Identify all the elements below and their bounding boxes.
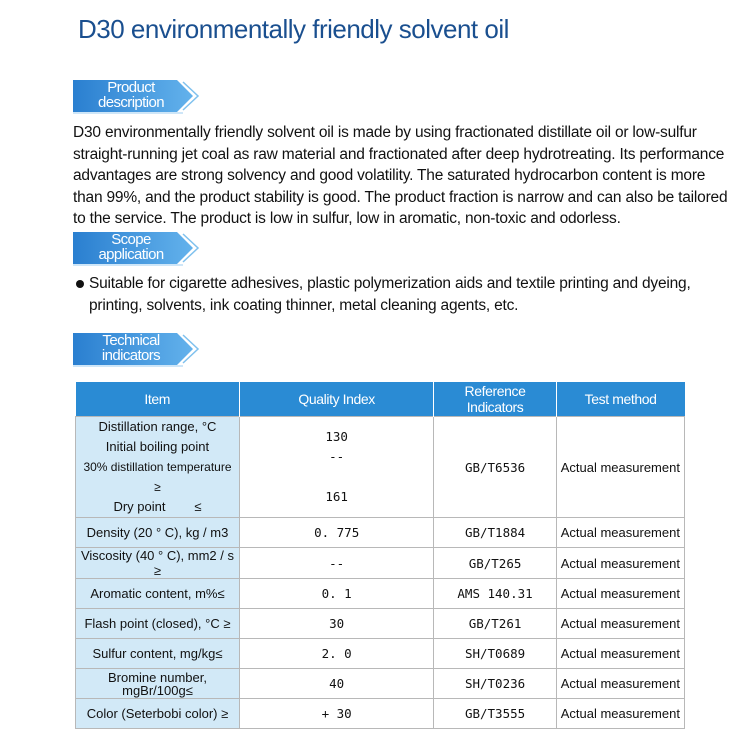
- table-row: [76, 548, 685, 579]
- reference-cell: GB/T6536: [434, 417, 556, 518]
- reference-cell: GB/T265: [434, 548, 556, 579]
- item-cell: Color (Seterbobi color) ≥: [76, 699, 240, 729]
- distillation-item-cell: [76, 417, 240, 518]
- header-reference-indicators: Reference Indicators: [434, 382, 556, 417]
- table-row: [76, 518, 685, 548]
- tag-line-1: Product: [107, 79, 155, 96]
- description-line: D30 environmentally friendly solvent oil is made by using fractionated distillate oil or low-sulfur: [73, 124, 697, 141]
- method-cell: Actual measurement: [556, 548, 684, 579]
- table-row: [76, 639, 685, 669]
- table-row: [76, 669, 685, 699]
- product-description-text: [73, 122, 750, 230]
- value-cell: 30: [239, 609, 433, 639]
- table-row: [76, 579, 685, 609]
- method-cell: Actual measurement: [556, 669, 684, 699]
- tag-line-1: Technical: [102, 332, 160, 349]
- scope-application-tag: [73, 231, 203, 267]
- value-text: [244, 467, 429, 487]
- technical-indicators-table: [75, 382, 685, 729]
- method-cell: Actual measurement: [556, 417, 684, 518]
- tag-line-1: Scope: [111, 231, 151, 248]
- technical-indicators-tag: [73, 332, 203, 368]
- reference-cell: AMS 140.31: [434, 579, 556, 609]
- application-line: Suitable for cigarette adhesives, plastic polymerization aids and textile printing and dyeing,: [89, 275, 691, 292]
- item-cell: Flash point (closed), °C ≥: [76, 609, 240, 639]
- item-text: mgBr/100g≤: [122, 682, 193, 698]
- header-quality-index: Quality Index: [239, 382, 433, 417]
- reference-cell: SH/T0236: [434, 669, 556, 699]
- item-cell: Density (20 ° C), kg / m3: [76, 518, 240, 548]
- method-cell: Actual measurement: [556, 579, 684, 609]
- value-cell: 40: [239, 669, 433, 699]
- tag-line-2: description: [98, 94, 164, 111]
- page-title: D30 environmentally friendly solvent oil: [78, 14, 509, 44]
- table-row: [76, 609, 685, 639]
- item-cell: Sulfur content, mg/kg≤: [76, 639, 240, 669]
- reference-cell: GB/T1884: [434, 518, 556, 548]
- value-cell: 0. 1: [239, 579, 433, 609]
- method-cell: Actual measurement: [556, 639, 684, 669]
- table-row: [76, 699, 685, 729]
- application-line: printing, solvents, ink coating thinner, metal cleaning agents, etc.: [89, 296, 519, 314]
- value-text: --: [329, 449, 345, 464]
- item-text: Distillation range, °C: [98, 419, 217, 434]
- value-cell: 2. 0: [239, 639, 433, 669]
- reference-cell: GB/T3555: [434, 699, 556, 729]
- table-header-row: [76, 382, 685, 417]
- item-text: Bromine number,: [107, 669, 207, 685]
- item-cell: [76, 669, 240, 699]
- method-cell: Actual measurement: [556, 699, 684, 729]
- value-cell: --: [239, 548, 433, 579]
- item-cell: Viscosity (40 ° C), mm2 / s ≥: [76, 548, 240, 579]
- value-text: 130: [325, 429, 348, 444]
- item-cell: Aromatic content, m%≤: [76, 579, 240, 609]
- description-line: to the service. The product is low in sulfur, low in aromatic, non-toxic and odorless.: [73, 210, 621, 227]
- value-cell: + 30: [239, 699, 433, 729]
- scope-application-text: [89, 273, 750, 316]
- bullet-icon: [76, 280, 84, 288]
- description-line: than 99%, and the product stability is good. The product fraction is narrow and can also be tailored: [73, 188, 728, 206]
- distillation-value-cell: [239, 417, 433, 518]
- tag-line-2: indicators: [101, 347, 161, 364]
- description-line: advantages are strong solvency and good volatility. The saturated hydrocarbon content is more: [73, 167, 706, 184]
- value-text: 161: [325, 489, 348, 504]
- method-cell: Actual measurement: [556, 609, 684, 639]
- method-cell: Actual measurement: [556, 518, 684, 548]
- header-test-method: Test method: [556, 382, 684, 417]
- table-row: [76, 417, 685, 518]
- product-description-tag: [73, 79, 203, 115]
- item-text: 30% distillation temperature ≥: [83, 460, 232, 494]
- value-cell: 0. 775: [239, 518, 433, 548]
- reference-cell: GB/T261: [434, 609, 556, 639]
- description-line: straight-running jet coal as raw material and fractionated after deep hydrotreating. Its performance: [73, 145, 725, 163]
- item-text: Dry point ≤: [113, 499, 202, 514]
- reference-cell: SH/T0689: [434, 639, 556, 669]
- header-item: Item: [76, 382, 240, 417]
- item-text: Initial boiling point: [105, 439, 210, 454]
- tag-line-2: application: [98, 246, 164, 263]
